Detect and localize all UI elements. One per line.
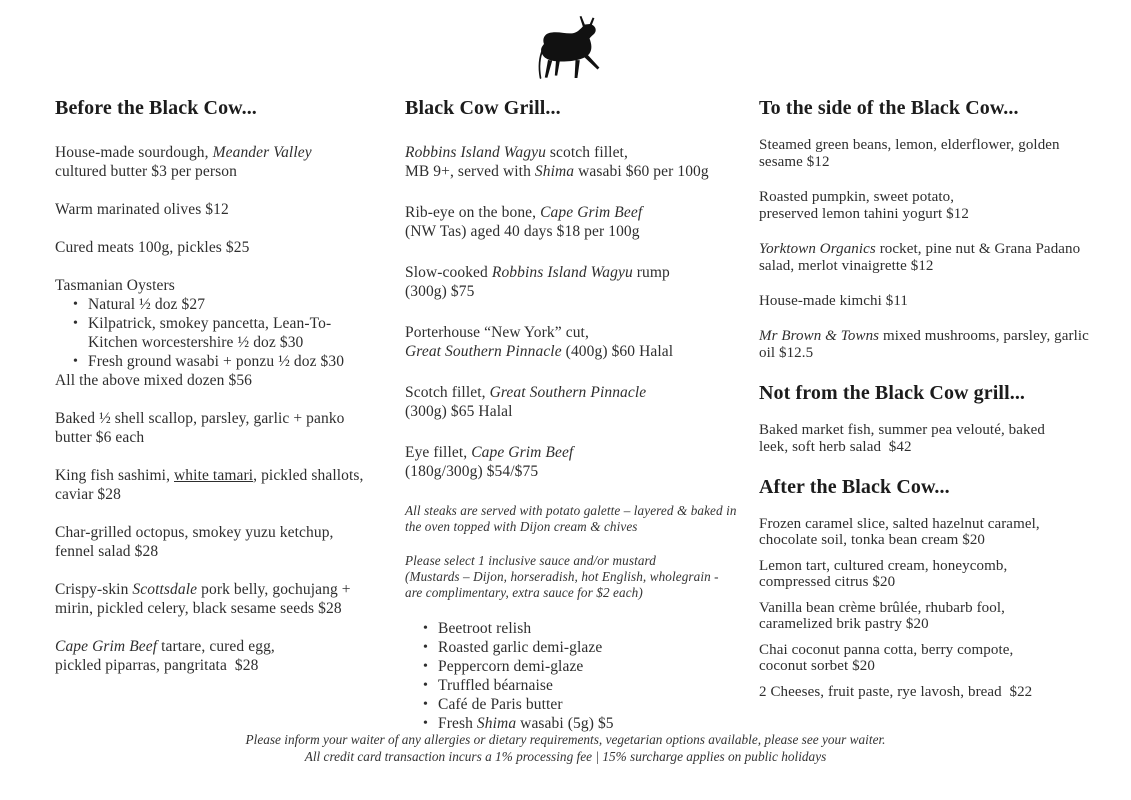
text: (300g) $65 Halal bbox=[405, 403, 513, 420]
menu-item bbox=[55, 200, 391, 219]
text: Baked ½ shell scallop, parsley, garlic + panko butter $6 each bbox=[55, 410, 345, 446]
menu-item bbox=[759, 328, 1095, 362]
text: Kilpatrick, smokey pancetta, Lean-To- Kitchen worcestershire ½ doz $30 bbox=[88, 315, 332, 351]
text: (NW Tas) aged 40 days $18 per 100g bbox=[405, 223, 640, 240]
menu-section bbox=[759, 474, 1095, 700]
bullet-list bbox=[55, 295, 391, 371]
bullet-item bbox=[438, 619, 753, 638]
italic-text: Shima bbox=[476, 715, 517, 732]
text: House-made kimchi $11 bbox=[759, 293, 909, 309]
menu-item bbox=[405, 443, 753, 481]
section-heading: After the Black Cow... bbox=[759, 476, 950, 498]
italic-text: Shima bbox=[534, 163, 575, 180]
italic-text: Cape Grim Beef bbox=[471, 444, 574, 461]
bullet-list bbox=[405, 619, 753, 733]
bullet-item bbox=[88, 352, 391, 371]
text: Baked market fish, summer pea velouté, baked leek, soft herb salad $42 bbox=[759, 422, 1045, 455]
menu-item bbox=[55, 523, 391, 561]
menu-column-left bbox=[55, 95, 391, 694]
text: Frozen caramel slice, salted hazelnut caramel, chocolate soil, tonka bean cream $20 bbox=[759, 516, 1040, 548]
italic-text: Great Southern Pinnacle bbox=[405, 343, 562, 360]
underlined-text: white tamari bbox=[174, 467, 254, 484]
italic-text: Great Southern Pinnacle bbox=[489, 384, 647, 401]
text: Tasmanian Oysters bbox=[55, 277, 175, 294]
text: Slow-cooked bbox=[405, 264, 492, 281]
bullet-item bbox=[438, 676, 753, 695]
text: All the above mixed dozen $56 bbox=[55, 372, 253, 389]
text: Steamed green beans, lemon, elderflower, golden sesame $12 bbox=[759, 137, 1060, 170]
italic-text: Yorktown Organics bbox=[759, 241, 876, 257]
section-heading: To the side of the Black Cow... bbox=[759, 97, 1019, 119]
section-heading: Not from the Black Cow grill... bbox=[759, 382, 1026, 404]
menu-footer bbox=[0, 731, 1131, 765]
text: (400g) $60 Halal bbox=[561, 343, 674, 360]
text: Eye fillet, bbox=[405, 444, 472, 461]
menu-item bbox=[55, 466, 391, 504]
text: Char-grilled octopus, smokey yuzu ketchup, fennel salad $28 bbox=[55, 524, 334, 560]
text: Rib-eye on the bone, bbox=[405, 204, 541, 221]
menu-item bbox=[55, 409, 391, 447]
text: Warm marinated olives $12 bbox=[55, 201, 229, 218]
menu-item bbox=[759, 422, 1095, 456]
menu-item bbox=[55, 580, 391, 618]
bullet-item bbox=[438, 695, 753, 714]
menu-section bbox=[405, 95, 753, 733]
italic-text: Scottsdale bbox=[132, 581, 198, 598]
text: Peppercorn demi-glaze bbox=[438, 658, 584, 675]
menu-column-right bbox=[759, 95, 1095, 710]
text: tartare, cured egg, pickled piparras, pangritata $28 bbox=[55, 638, 275, 674]
text: All steaks are served with potato galette – layered & baked in the oven topped with Dijon cream & chives bbox=[405, 503, 737, 534]
text: Crispy-skin bbox=[55, 581, 133, 598]
text: (180g/300g) $54/$75 bbox=[405, 463, 539, 480]
text: Fresh bbox=[438, 715, 477, 732]
menu-item bbox=[405, 263, 753, 301]
menu-section bbox=[55, 95, 391, 675]
menu-item bbox=[759, 642, 1095, 674]
bullet-item bbox=[88, 314, 391, 352]
text: rocket, pine nut & Grana Padano salad, merlot vinaigrette $12 bbox=[759, 241, 1081, 274]
text: pork belly, gochujang + mirin, pickled celery, black sesame seeds $28 bbox=[55, 581, 351, 617]
text: House-made sourdough, bbox=[55, 144, 213, 161]
menu-note bbox=[405, 503, 753, 535]
text: Lemon tart, cultured cream, honeycomb, compressed citrus $20 bbox=[759, 558, 1008, 590]
text: Natural ½ doz $27 bbox=[88, 296, 206, 313]
menu-section bbox=[759, 380, 1095, 456]
text: Roasted pumpkin, sweet potato, preserved lemon tahini yogurt $12 bbox=[759, 189, 969, 222]
menu-item bbox=[405, 203, 753, 241]
italic-text: Robbins Island Wagyu bbox=[405, 144, 546, 161]
menu-column-middle bbox=[405, 95, 753, 733]
text: Fresh ground wasabi + ponzu ½ doz $30 bbox=[88, 353, 345, 370]
menu-item bbox=[759, 558, 1095, 590]
text: King fish sashimi, bbox=[55, 467, 175, 484]
text: Chai coconut panna cotta, berry compote, coconut sorbet $20 bbox=[759, 642, 1014, 674]
bullet-item bbox=[438, 657, 753, 676]
text: 2 Cheeses, fruit paste, rye lavosh, bread $22 bbox=[759, 684, 1033, 700]
text: Beetroot relish bbox=[438, 620, 532, 637]
text: Cured meats 100g, pickles $25 bbox=[55, 239, 250, 256]
italic-text: Robbins Island Wagyu bbox=[491, 264, 633, 281]
text: Café de Paris butter bbox=[438, 696, 563, 713]
text: Roasted garlic demi-glaze bbox=[438, 639, 603, 656]
text: mixed mushrooms, parsley, garlic oil $12.5 bbox=[759, 328, 1089, 361]
italic-text: Cape Grim Beef bbox=[55, 638, 158, 655]
text: Vanilla bean crème brûlée, rhubarb fool, caramelized brik pastry $20 bbox=[759, 600, 1005, 632]
menu-item bbox=[405, 323, 753, 361]
menu-item bbox=[759, 189, 1095, 223]
text: Porterhouse “New York” cut, bbox=[405, 324, 589, 341]
text: scotch fillet, MB 9+, served with bbox=[405, 144, 628, 180]
menu-item bbox=[759, 137, 1095, 171]
menu-item bbox=[759, 241, 1095, 275]
italic-text: Cape Grim Beef bbox=[540, 204, 643, 221]
text: Truffled béarnaise bbox=[438, 677, 554, 694]
text: wasabi (5g) $5 bbox=[516, 715, 614, 732]
menu-item bbox=[55, 637, 391, 675]
menu-item bbox=[55, 143, 391, 181]
italic-text: Meander Valley bbox=[212, 144, 312, 161]
text: wasabi $60 per 100g bbox=[574, 163, 709, 180]
footer-allergies-line: Please inform your waiter of any allergies or dietary requirements, vegetarian options available, please see your waiter. bbox=[245, 732, 886, 747]
section-heading: Black Cow Grill... bbox=[405, 97, 561, 119]
text: Please select 1 inclusive sauce and/or mustard (Mustards – Dijon, horseradish, hot English, wholegrain - are complimentary, extra sauce for $2 each) bbox=[405, 553, 719, 600]
menu-item bbox=[55, 371, 391, 390]
menu-item bbox=[759, 600, 1095, 632]
menu-item bbox=[759, 516, 1095, 548]
menu-item bbox=[405, 383, 753, 421]
menu-item bbox=[759, 293, 1095, 310]
italic-text: Mr Brown & Towns bbox=[759, 328, 880, 344]
menu-item bbox=[405, 143, 753, 181]
text: , pickled shallots, caviar $28 bbox=[55, 467, 364, 503]
text: Scotch fillet, bbox=[405, 384, 490, 401]
bullet-item bbox=[438, 638, 753, 657]
menu-section bbox=[759, 95, 1095, 362]
bullet-item bbox=[88, 295, 391, 314]
cow-logo-icon bbox=[532, 14, 610, 84]
text: cultured butter $3 per person bbox=[55, 163, 237, 180]
menu-item bbox=[55, 238, 391, 257]
menu-item bbox=[55, 276, 391, 295]
footer-surcharge-line: All credit card transaction incurs a 1% processing fee | 15% surcharge applies on public holidays bbox=[304, 749, 827, 764]
text: rump (300g) $75 bbox=[405, 264, 670, 300]
menu-note bbox=[405, 553, 753, 601]
section-heading: Before the Black Cow... bbox=[55, 97, 257, 119]
menu-item bbox=[759, 684, 1095, 700]
